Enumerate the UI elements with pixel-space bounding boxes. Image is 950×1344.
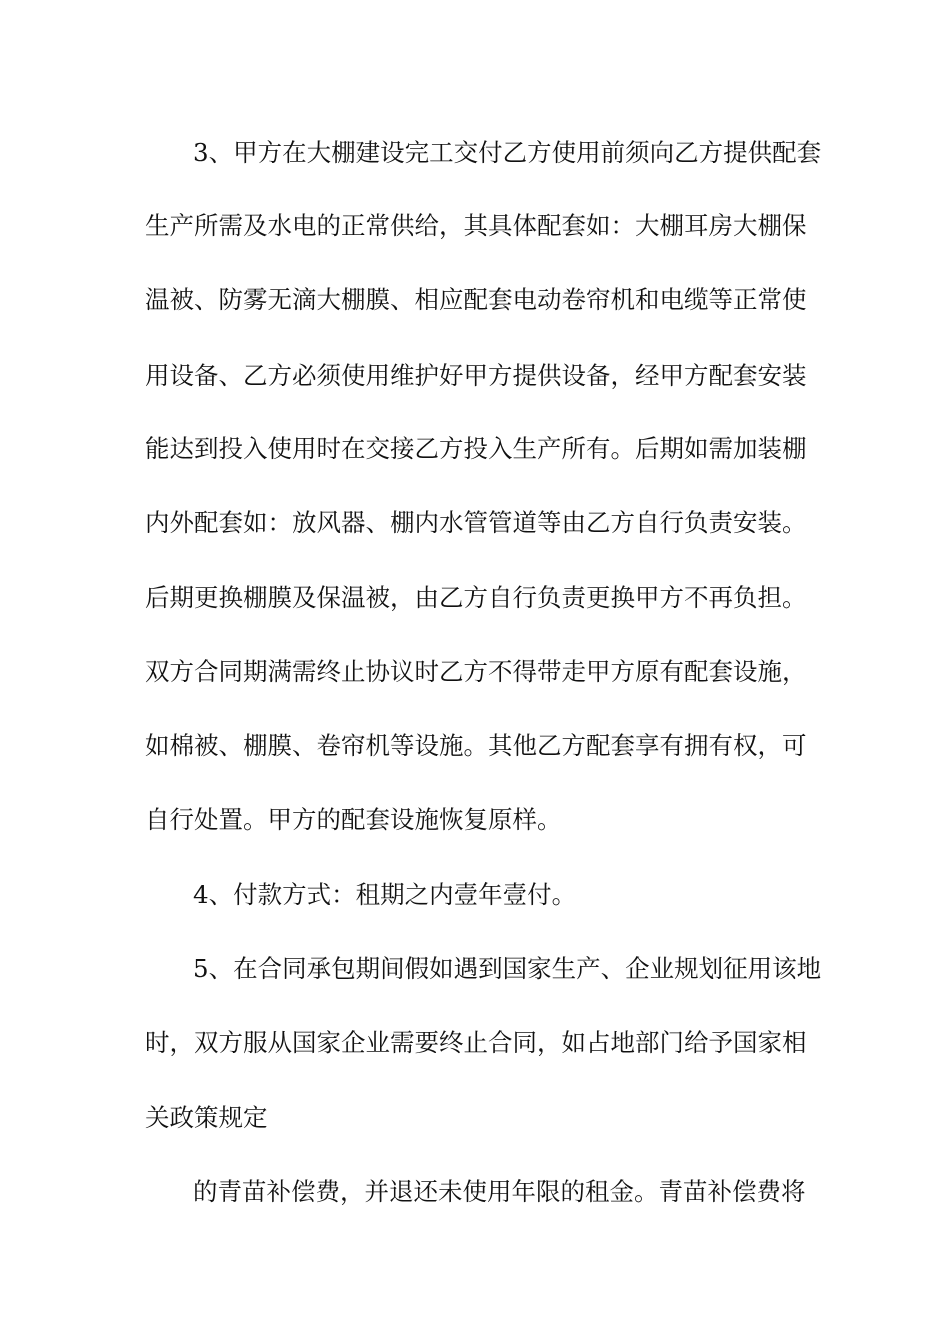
paragraph-3-line-8: 双方合同期满需终止协议时乙方不得带走甲方原有配套设施， [145, 657, 807, 686]
paragraph-3-line-10: 自行处置。甲方的配套设施恢复原样。 [145, 805, 562, 834]
paragraph-3-line-9: 如棉被、棚膜、卷帘机等设施。其他乙方配套享有拥有权，可 [145, 731, 807, 760]
paragraph-6-line-1: 的青苗补偿费，并退还未使用年限的租金。青苗补偿费将 [193, 1177, 806, 1206]
paragraph-3-line-3: 温被、防雾无滴大棚膜、相应配套电动卷帘机和电缆等正常使 [145, 285, 807, 314]
paragraph-5-line-2: 时，双方服从国家企业需要终止合同，如占地部门给予国家相 [145, 1028, 807, 1057]
paragraph-3-line-7: 后期更换棚膜及保温被，由乙方自行负责更换甲方不再负担。 [145, 583, 807, 612]
paragraph-3-line-4: 用设备、乙方必须使用维护好甲方提供设备，经甲方配套安装 [145, 361, 807, 390]
paragraph-3-line-2: 生产所需及水电的正常供给，其具体配套如：大棚耳房大棚保 [145, 211, 807, 240]
paragraph-4-line-1: 4、付款方式：租期之内壹年壹付。 [193, 880, 577, 909]
paragraph-5-line-3: 关政策规定 [145, 1103, 268, 1132]
paragraph-3-line-6: 内外配套如：放风器、棚内水管管道等由乙方自行负责安装。 [145, 508, 807, 537]
paragraph-3-line-5: 能达到投入使用时在交接乙方投入生产所有。后期如需加装棚 [145, 434, 807, 463]
paragraph-5-line-1: 5、在合同承包期间假如遇到国家生产、企业规划征用该地 [193, 954, 822, 983]
paragraph-3-line-1: 3、甲方在大棚建设完工交付乙方使用前须向乙方提供配套 [193, 138, 822, 167]
